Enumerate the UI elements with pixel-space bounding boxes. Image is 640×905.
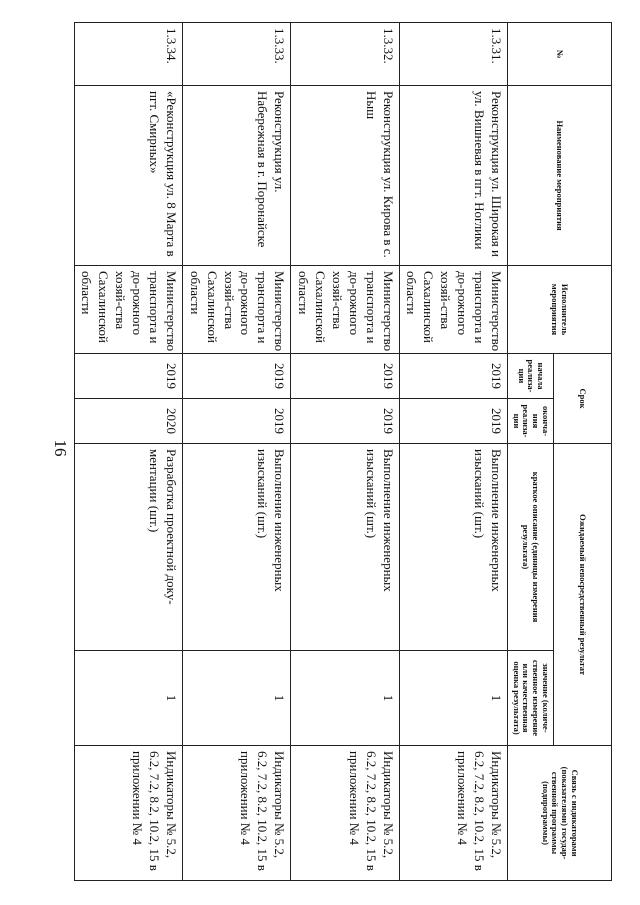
- header-term: Срок: [554, 354, 612, 444]
- cell-executor: Министерство транспорта и до-рожного хозяй-ства Сахалинской области: [74, 266, 182, 354]
- cell-executor: Министерство транспорта и до-рожного хозяй-ства Сахалинской области: [182, 266, 290, 354]
- cell-desc: Выполнение инженерных изысканий (шт.): [182, 444, 290, 651]
- cell-num: 1.3.34.: [74, 23, 182, 86]
- header-name: Наименование мероприятия: [507, 86, 611, 266]
- cell-num: 1.3.33.: [182, 23, 290, 86]
- cell-link: Индикаторы № 5.2, 6.2, 7.2, 8.2, 10.2, 15 в приложении № 4: [74, 746, 182, 881]
- cell-start: 2019: [74, 354, 182, 399]
- cell-executor: Министерство транспорта и до-рожного хозяй-ства Сахалинской области: [399, 266, 507, 354]
- header-executor: Исполнитель мероприятия: [507, 266, 611, 354]
- table-row: [399, 23, 507, 881]
- cell-desc: Выполнение инженерных изысканий (шт.): [291, 444, 399, 651]
- header-term-end: оконча-ния реализа-ции: [507, 399, 553, 444]
- cell-end: 2019: [182, 399, 290, 444]
- cell-start: 2019: [182, 354, 290, 399]
- cell-name: Реконструкция ул. Набережная в г. Поронайске: [182, 86, 290, 266]
- header-result: Ожидаемый непосредственный результат: [554, 444, 612, 746]
- table-row: [182, 23, 290, 881]
- cell-name: Реконструкция ул. Кирова в с. Ныш: [291, 86, 399, 266]
- cell-desc: Разработка проектной доку-ментации (шт.): [74, 444, 182, 651]
- cell-desc: Выполнение инженерных изысканий (шт.): [399, 444, 507, 651]
- header-num: №: [507, 23, 611, 86]
- cell-link: Индикаторы № 5.2, 6.2, 7.2, 8.2, 10.2, 15 в приложении № 4: [399, 746, 507, 881]
- cell-end: 2019: [291, 399, 399, 444]
- cell-end: 2020: [74, 399, 182, 444]
- table-row: [74, 23, 182, 881]
- cell-link: Индикаторы № 5.2, 6.2, 7.2, 8.2, 10.2, 15 в приложении № 4: [291, 746, 399, 881]
- cell-executor: Министерство транспорта и до-рожного хозяй-ства Сахалинской области: [291, 266, 399, 354]
- rotated-table-container: [79, 22, 612, 880]
- cell-name: «Реконструкция ул. 8 Марта в пгт. Смирных»: [74, 86, 182, 266]
- header-term-start: начала реализа-ции: [507, 354, 553, 399]
- header-link: Связь с индикаторами (показателями) государ-ственной программы (подпрограммы): [507, 746, 611, 881]
- page-number: 16: [51, 439, 70, 457]
- header-result-desc: краткое описание (единицы измерения результата): [507, 444, 553, 651]
- activities-table: [74, 22, 612, 881]
- header-result-value: значение (количе-ственное измерение или качественная оценка результата): [507, 651, 553, 746]
- cell-value: 1: [399, 651, 507, 746]
- cell-value: 1: [182, 651, 290, 746]
- cell-num: 1.3.32.: [291, 23, 399, 86]
- cell-link: Индикаторы № 5.2, 6.2, 7.2, 8.2, 10.2, 15 в приложении № 4: [182, 746, 290, 881]
- cell-num: 1.3.31.: [399, 23, 507, 86]
- cell-end: 2019: [399, 399, 507, 444]
- table-row: [291, 23, 399, 881]
- cell-start: 2019: [291, 354, 399, 399]
- cell-value: 1: [74, 651, 182, 746]
- cell-start: 2019: [399, 354, 507, 399]
- cell-name: Реконструкция ул. Широкая и ул. Вишневая в пгт. Ноглики: [399, 86, 507, 266]
- cell-value: 1: [291, 651, 399, 746]
